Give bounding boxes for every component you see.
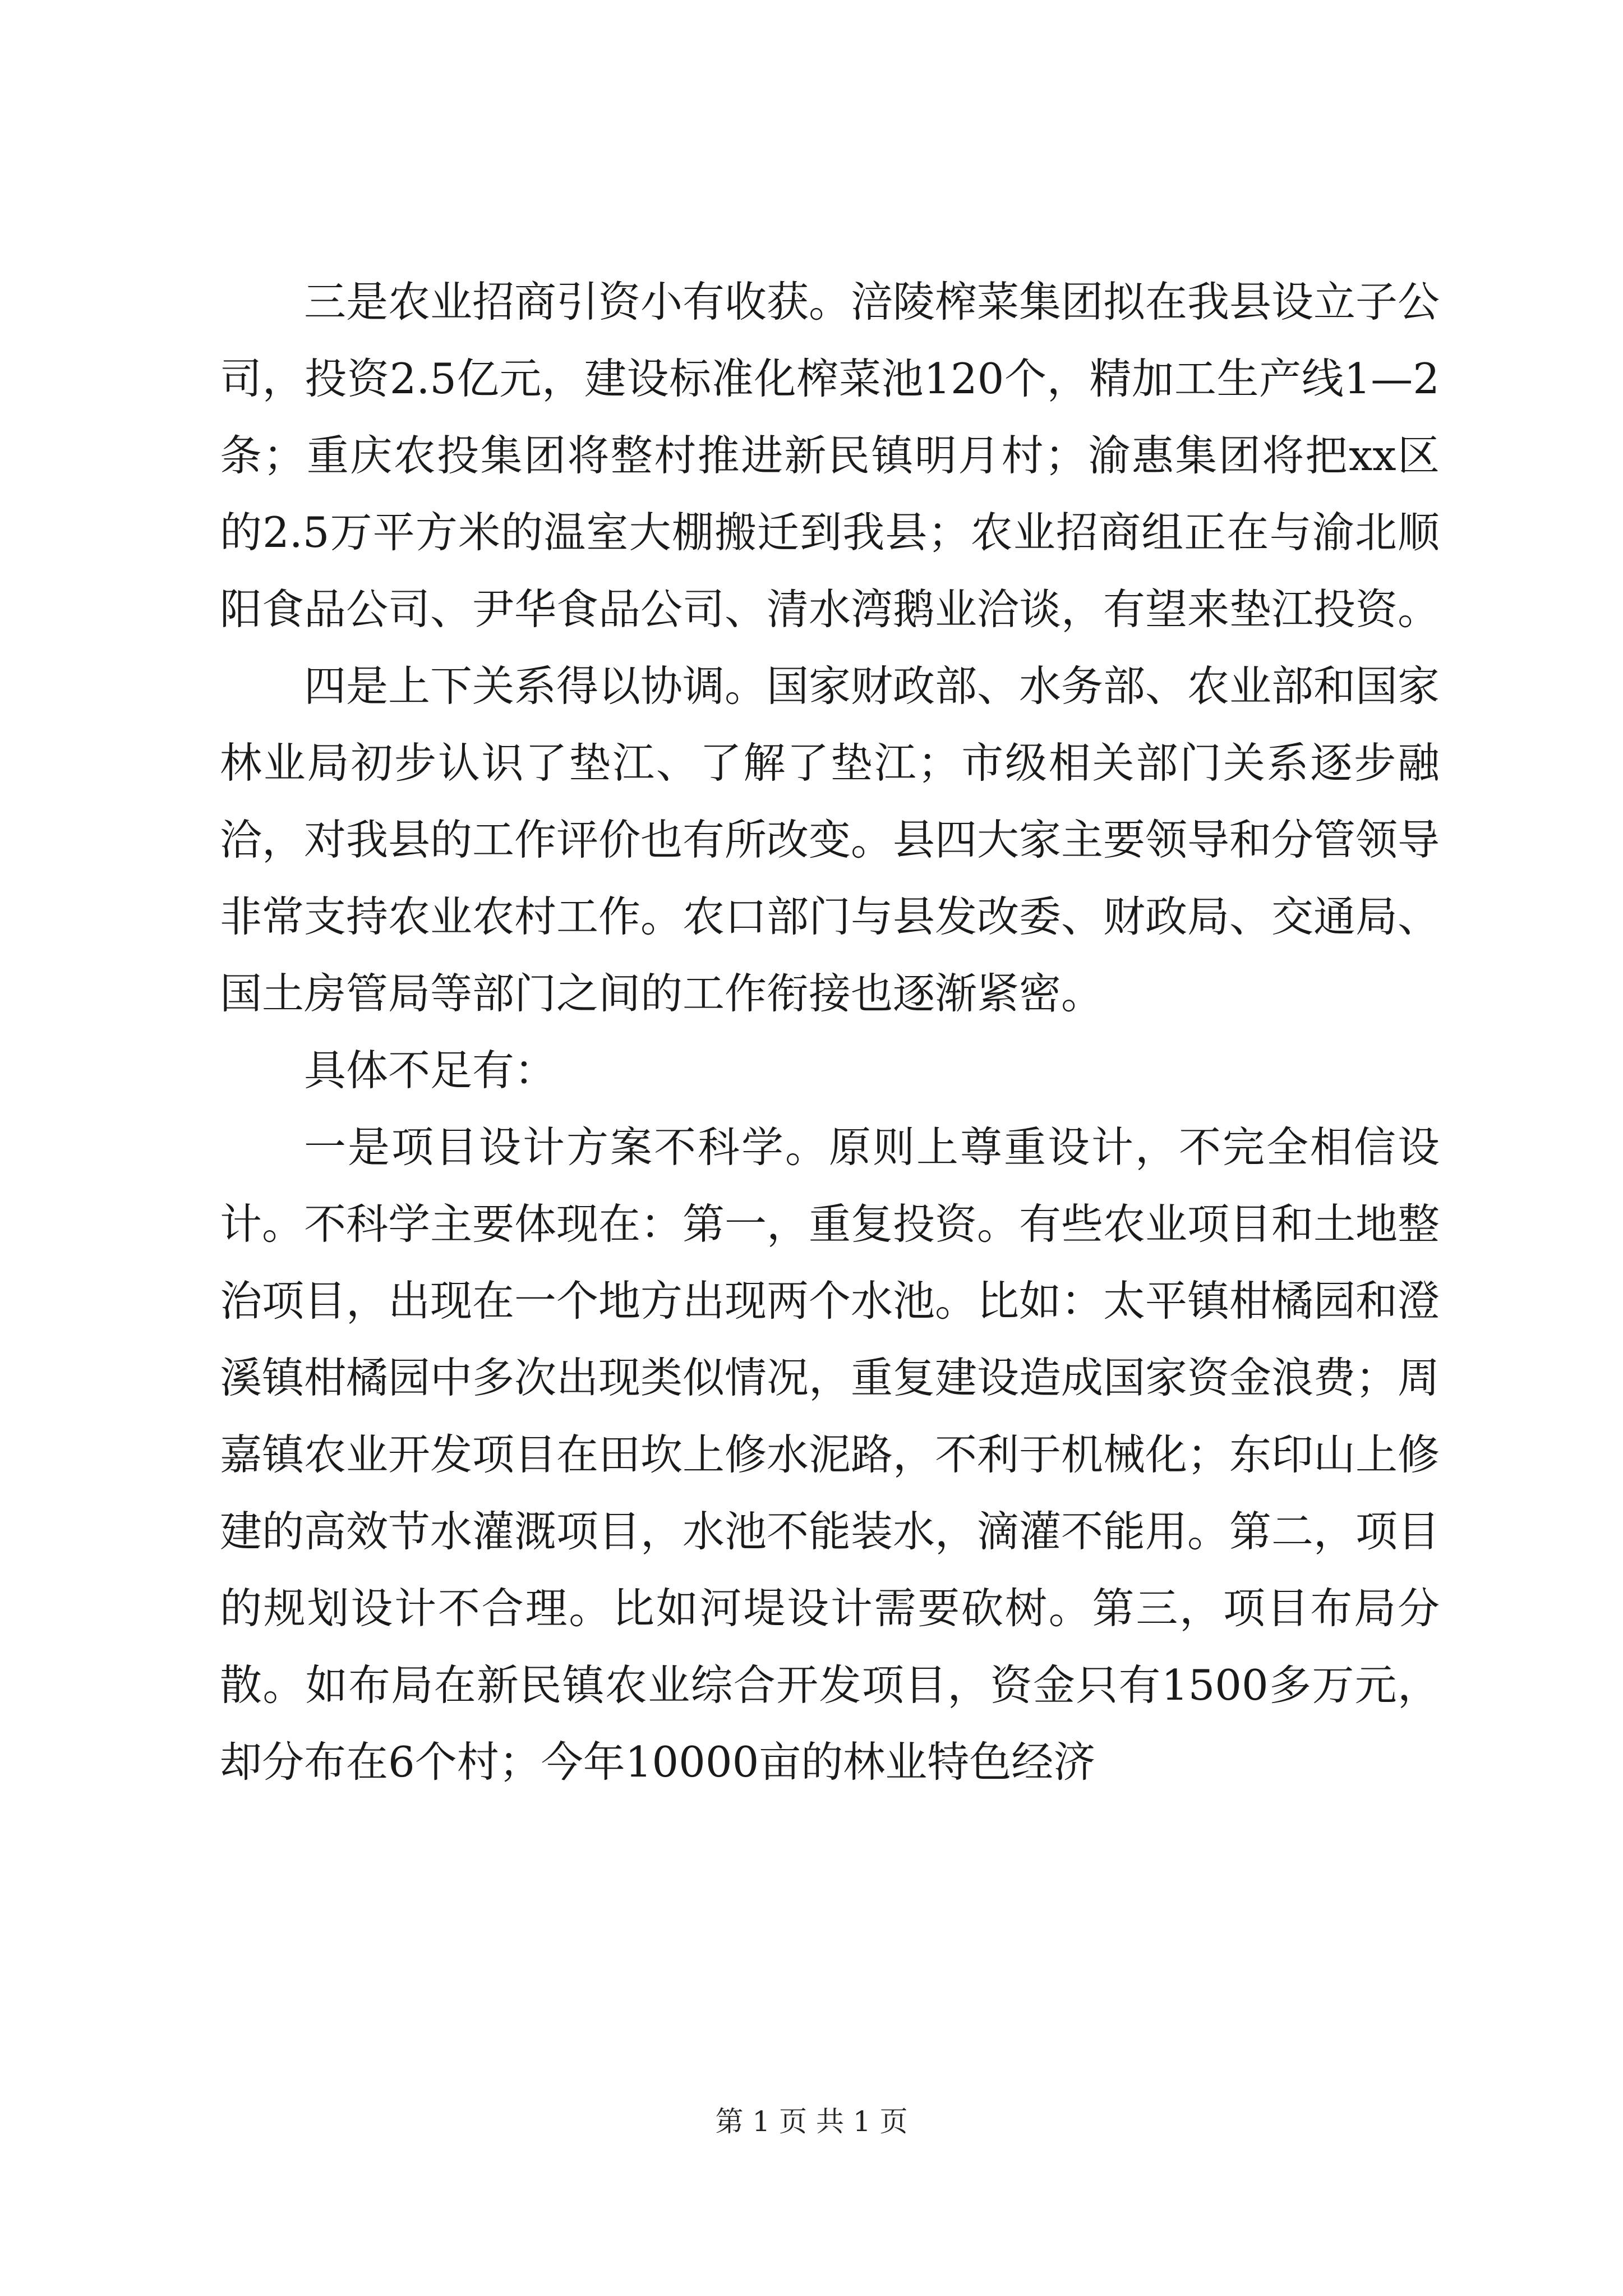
paragraph-design-issues: 一是项目设计方案不科学。原则上尊重设计，不完全相信设计。不科学主要体现在：第一，重复投资。有些农业项目和土地整治项目，出现在一个地方出现两个水池。比如：太平镇柑橘园和澄溪镇柑橘园中多次出现类似情况，重复建设造成国家资金浪费；周嘉镇农业开发项目在田坎上修水泥路，不利于机械化；东印山上修建的高效节水灌溉项目，水池不能装水，滴灌不能用。第二，项目的规划设计不合理。比如河堤设计需要砍树。第三，项目布局分散。如布局在新民镇农业综合开发项目，资金只有1500多万元，却分布在6个村；今年10000亩的林业特色经济: [220, 1122, 1440, 1787]
paragraph-shortcomings-heading: 具体不足有：: [304, 1046, 557, 1095]
document-body: [220, 264, 1440, 1801]
paragraph-coordination: 四是上下关系得以协调。国家财政部、水务部、农业部和国家林业局初步认识了垫江、了解了垫江；市级相关部门关系逐步融洽，对我县的工作评价也有所改变。县四大家主要领导和分管领导非常支持农业农村工作。农口部门与县发改委、财政局、交通局、国土房管局等部门之间的工作衔接也逐渐紧密。: [220, 661, 1440, 1018]
paragraph-investment: 三是农业招商引资小有收获。涪陵榨菜集团拟在我县设立子公司，投资2.5亿元，建设标准化榨菜池120个，精加工生产线1—2条；重庆农投集团将整村推进新民镇明月村；渝惠集团将把xx区的2.5万平方米的温室大棚搬迁到我县；农业招商组正在与渝北顺阳食品公司、尹华食品公司、清水湾鹅业洽谈，有望来垫江投资。: [220, 277, 1440, 634]
page-number-footer: 第 1 页 共 1 页: [715, 2105, 908, 2138]
